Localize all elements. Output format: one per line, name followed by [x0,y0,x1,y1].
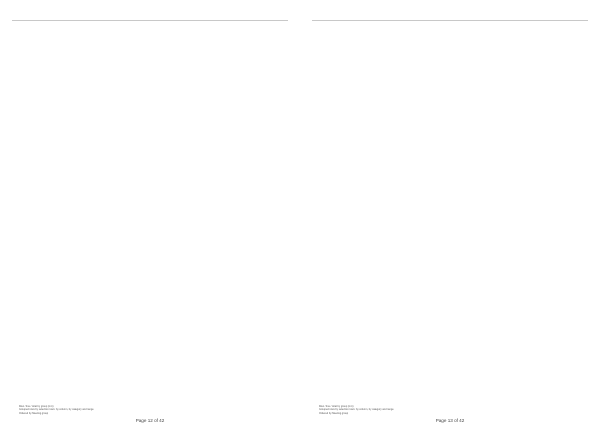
footer-notes [319,405,394,415]
column-header-row [12,17,288,21]
footer-note: Ordered by Meeting group [319,411,349,415]
footer-note: Row / line / total by group (in k) [319,405,354,408]
footer-notes [19,405,94,415]
footer-note: Ordered by Meeting group [19,411,49,415]
column-header-row [312,17,588,21]
footer-note: Row / line / total by group (in k) [19,405,54,408]
page-number: Page 13 of 42 [435,418,465,423]
footer-note: Grouped rows by selection rows: by column, by category and range [319,408,394,412]
report-page-right [300,0,600,424]
footer-note: Grouped rows by selection rows: by column, by category and range [19,408,94,412]
page-number: Page 12 of 42 [135,418,165,423]
